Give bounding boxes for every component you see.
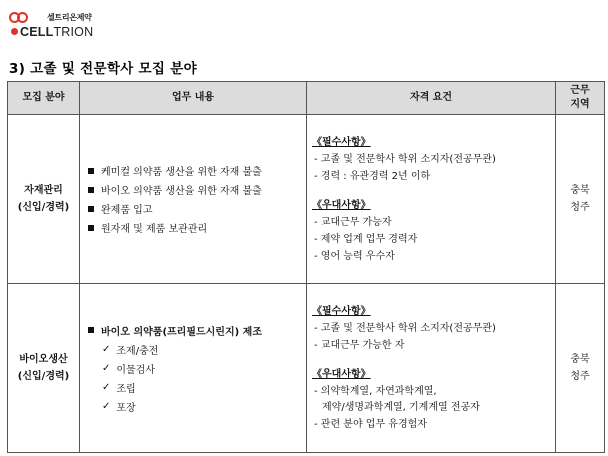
table-header-row: [8, 82, 605, 115]
list-item: - 관련 분야 업무 유경험자: [314, 419, 427, 430]
square-bullet-icon: [88, 206, 94, 212]
header-duties: 업무 내용: [80, 82, 307, 115]
square-bullet-icon: [88, 187, 94, 193]
list-item: ✓ 조립: [102, 381, 136, 395]
duties-cell: [80, 284, 307, 453]
header-location: 근무 지역: [556, 82, 605, 115]
list-item: 케미컬 의약품 생산을 위한 자재 불출: [88, 161, 306, 180]
list-item: - 교대근무 가능자: [314, 216, 392, 228]
required-heading: 《필수사항》: [312, 306, 371, 317]
list-item: - 의약학계열, 자연과학계열,: [314, 386, 437, 397]
header-category: 모집 분야: [8, 82, 80, 115]
logo-korean-text: 셀트리온제약: [47, 13, 92, 22]
list-item: - 고졸 및 전문학사 학위 소지자(전공무관): [314, 323, 496, 334]
list-item: 완제품 입고: [88, 199, 306, 218]
required-heading: 《필수사항》: [312, 136, 371, 148]
list-item: 원자재 및 제품 보관관리: [88, 218, 306, 237]
list-item: 바이오 의약품(프리필드시린지) 제조: [88, 321, 306, 340]
section-title: 3) 고졸 및 전문학사 모집 분야: [9, 61, 197, 77]
list-item: ✓ 포장: [102, 400, 136, 414]
location-cell: 충북 청주: [556, 284, 605, 453]
list-item: ✓ 조제/충전: [102, 343, 159, 357]
list-item: 바이오 의약품 생산을 위한 자재 불출: [88, 180, 306, 199]
list-item: - 경력 : 유관경력 2년 이하: [314, 170, 431, 182]
table-row: [8, 284, 605, 453]
logo-rings-icon: [9, 11, 39, 25]
qualifications-cell: [307, 284, 556, 453]
logo-dot-icon: [11, 28, 18, 35]
list-item: ✓ 이물검사: [102, 362, 156, 376]
checkmark-icon: ✓: [102, 362, 111, 374]
list-item: - 고졸 및 전문학사 학위 소지자(전공무관): [314, 153, 496, 165]
square-bullet-icon: [88, 327, 94, 333]
list-item: - 제약 업계 업무 경력자: [314, 233, 418, 245]
list-item-continuation: 제약/생명과학계열, 기계계열 전공자: [322, 402, 480, 413]
duties-cell: [80, 115, 307, 284]
location-cell: 충북 청주: [556, 115, 605, 284]
square-bullet-icon: [88, 168, 94, 174]
checkmark-icon: ✓: [102, 343, 111, 355]
celltrion-logo: [9, 11, 109, 37]
recruitment-table: [7, 81, 605, 453]
category-cell: 바이오생산 (신입/경력): [8, 284, 80, 453]
preferred-heading: 《우대사항》: [312, 369, 371, 380]
header-qualifications: 자격 요건: [307, 82, 556, 115]
checkmark-icon: ✓: [102, 400, 111, 412]
table-row: [8, 115, 605, 284]
list-item: - 영어 능력 우수자: [314, 250, 395, 262]
category-cell: 자재관리 (신입/경력): [8, 115, 80, 284]
list-item: - 교대근무 가능한 자: [314, 340, 405, 351]
qualifications-cell: [307, 115, 556, 284]
preferred-heading: 《우대사항》: [312, 199, 371, 211]
checkmark-icon: ✓: [102, 381, 111, 393]
logo-english-text: CELLTRION: [20, 25, 94, 39]
square-bullet-icon: [88, 225, 94, 231]
